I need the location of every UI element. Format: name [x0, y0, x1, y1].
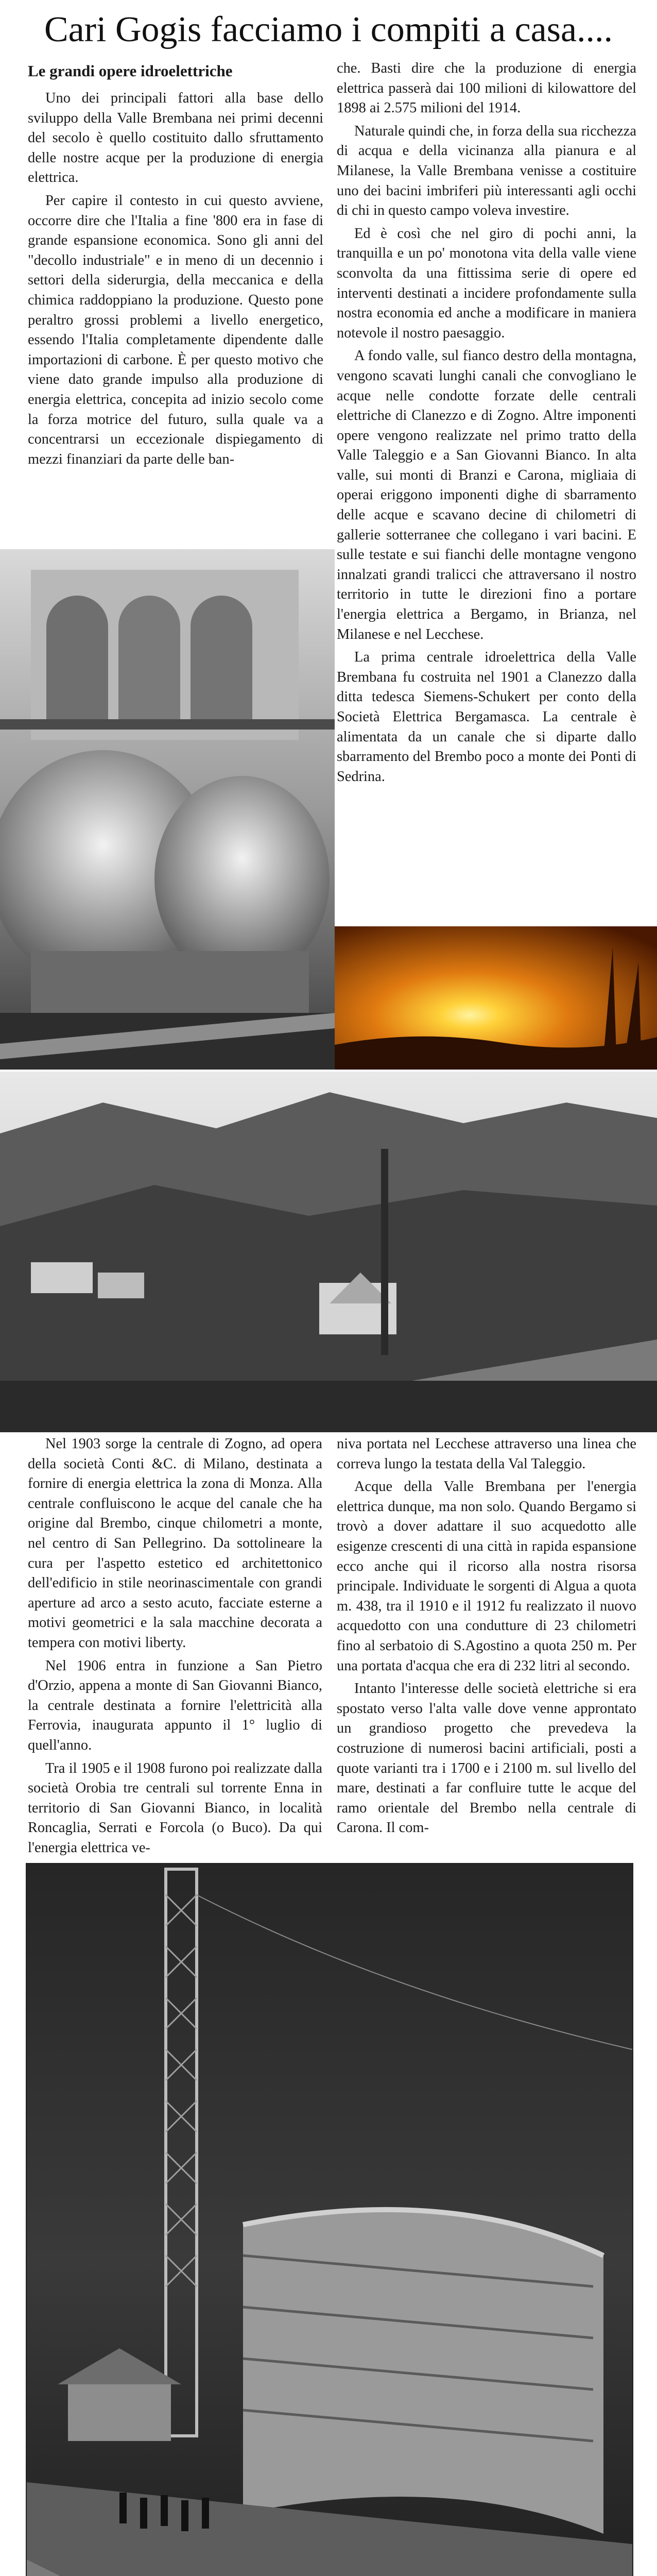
dam-construction-photo	[26, 1863, 633, 2576]
valley-construction-photo	[0, 1072, 657, 1432]
paragraph: Tra il 1905 e il 1908 furono poi realizzate dalla società Orobia tre centrali sul torrente Enna in territorio di San Giovanni Bianco, in località Roncaglia, Serrati e Forcola (o Buco). Da qui l'energia elettrica ve-	[28, 1760, 322, 1856]
paragraph: La prima centrale idroelettrica della Valle Brembana fu costruita nel 1901 a Clanezzo dalla ditta tedesca Siemens-Schukert per conto della Società Elettrica Bergamasca. La centrale è alimentata da un canale che si diparte dallo sbarramento del Brembo poco a monte dei Ponti di Sedrina.	[337, 649, 636, 785]
paragraph: Naturale quindi che, in forza della sua ricchezza di acqua e della vicinanza alla pianura e al Milanese, la Valle Brembana venisse a costituire uno dei bacini imbriferi più interessanti agli occhi di chi in questo campo voleva investire.	[337, 123, 636, 219]
paragraph: A fondo valle, sul fianco destro della montagna, vengono scavati lunghi canali che convogliano le acque nelle condotte forzate delle centrali elettriche di Clanezzo e di Zogno. Altre imponenti opere vengono realizzate nel primo tratto della Valle Taleggio e a San Giovanni Bianco. In alta valle, sui monti di Branzi e Carona, migliaia di operai eriggono imponenti dighe di sbarramento delle acque e scavano decine di chilometri di gallerie sotterranee che collegano i vari bacini. E sulle testate e sui fianchi delle montagne vengono innalzati grandi tralicci che attraversano il nostro territorio in tutte le direzioni fino a portare l'energia elettrica a Bergamo, in Brianza, nel Milanese e nel Lecchese.	[337, 348, 636, 642]
paragraph: che. Basti dire che la produzione di energia elettrica passerà dai 100 milioni di kilowattore del 1898 ai 2.575 milioni del 1914.	[337, 60, 636, 116]
paragraph: Nel 1903 sorge la centrale di Zogno, ad opera della società Conti &C. di Milano, destinata a fornire di energia elettrica la zona di Monza. Alla centrale confluiscono le acque del canale che ha origine dal Brembo, cinque chilometri a monte, nel centro di San Pellegrino. Da sottolineare la cura per l'aspetto estetico ed architettonico dell'edificio in stile neorinascimentale con grandi aperture ad arco a sesto acuto, facciate esterne a motivi geometrici e la sala macchine decorata a tempera con motivi liberty.	[28, 1436, 322, 1651]
article-column-3	[28, 1434, 322, 1861]
paragraph: Acque della Valle Brembana per l'energia elettrica dunque, ma non solo. Quando Bergamo si trovò a dover adattare il suo acquedotto alle esigenze crescenti di una città in rapida espansione ecco anche qui il ricorso alla nostra risorsa principale. Individuate le sorgenti di Algua a quota m. 438, tra il 1910 e il 1912 fu realizzato il nuovo acquedotto con una condutture di 23 chilometri fino al serbatoio di S.Agostino a quota 250 m. Per una portata d'acqua che era di 232 litri al secondo.	[337, 1479, 636, 1674]
article-column-2	[337, 59, 636, 790]
page-title: Cari Gogis facciamo i compiti a casa....	[44, 10, 613, 49]
power-station-interior-photo	[0, 549, 335, 1070]
paragraph: Intanto l'interesse delle società elettriche si era spostato verso l'alta valle dove venne approntato un grandioso progetto che prevedeva la costruzione di numerosi bacini artificiali, posti a quote varianti tra i 1700 e i 2100 m. sul livello del mare, destinati a far confluire tutte le acque del ramo orientale del Brembo nella centrale di Carona. Il com-	[337, 1681, 636, 1836]
paragraph: Per capire il contesto in cui questo avviene, occorre dire che l'Italia a fine '800 era in fase di grande espansione economica. Sono gli anni del "decollo industriale" e in meno di un decennio i settori della siderurgia, della meccanica e della chimica raddoppiano la produzione. Questo pone peraltro grossi problemi a livello energetico, essendo l'Italia completamente dipendente dalle importazioni di carbone. È per questo motivo che viene dato grande impulso alla produzione di energia elettrica, concepita ad inizio secolo come la forza motrice del futuro, sulla quale va a concentrarsi un eccezionale dispiegamento di mezzi finanziari da parte delle ban-	[28, 192, 323, 467]
article-heading: Le grandi opere idroelettriche	[28, 62, 233, 80]
paragraph: Nel 1906 entra in funzione a San Pietro d'Orzio, appena a monte di San Giovanni Bianco, la centrale destinata a fornire l'elettricità alla Ferrovia, inaugurata appunto il 1° luglio di quell'anno.	[28, 1657, 322, 1753]
paragraph: Ed è così che nel giro di pochi anni, la tranquilla e un po' monotona vita della valle viene sconvolta da una fittissima serie di opere ed interventi destinati a incidere profondamente sulla nostra economia ed anche a modificare in maniera notevole il nostro paesaggio.	[337, 225, 636, 341]
paragraph: Uno dei principali fattori alla base dello sviluppo della Valle Brembana nei primi decenni del secolo è quello costituito dallo sfruttamento delle nostre acque per la produzione di energia elettrica.	[28, 90, 323, 186]
sunset-photo	[335, 926, 657, 1070]
article-column-4	[337, 1434, 636, 1841]
paragraph: niva portata nel Lecchese attraverso una linea che correva lungo la testata della Val Taleggio.	[337, 1436, 636, 1472]
article-column-1	[28, 61, 323, 472]
